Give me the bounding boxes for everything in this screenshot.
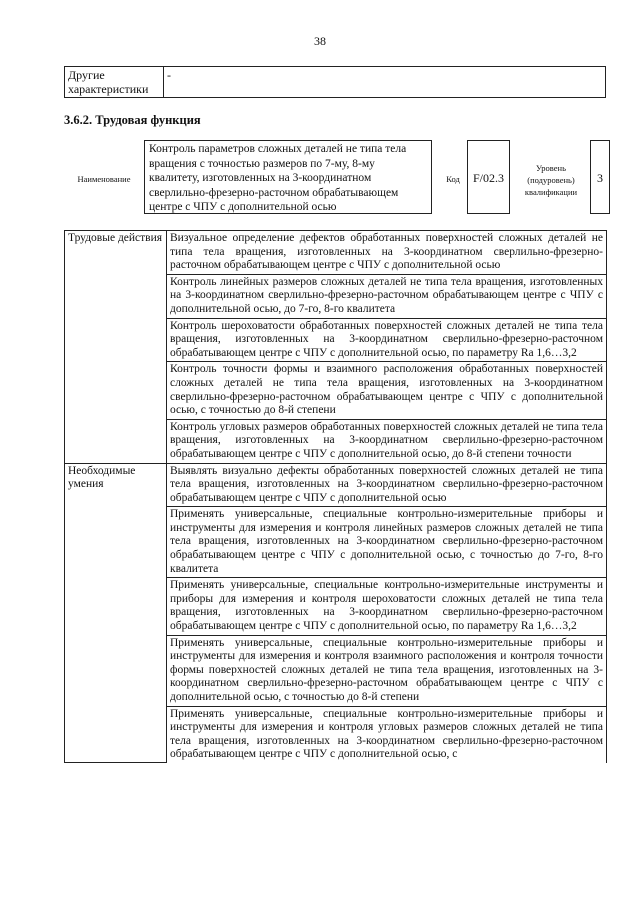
- required-skills-label: Необходимые умения: [65, 463, 167, 763]
- code-label: Код: [446, 174, 460, 184]
- labor-action-item: Контроль точности формы и взаимного расположения обработанных поверхностей сложных деталей не типа тела вращения, изготовленных на 3-координатном сверлильно-фрезерно-расточном обрабатывающем центре с ЧПУ с дополнительной осью, с точностью до 8-й степени: [167, 362, 607, 419]
- section-heading: 3.6.2. Трудовая функция: [64, 113, 201, 127]
- labor-action-item: Контроль линейных размеров сложных деталей не типа тела вращения, изготовленных на 3-координатном сверлильно-фрезерно-расточном обрабатывающем центре с ЧПУ с дополнительной осью, до 7-го, 8-го квалитета: [167, 274, 607, 318]
- name-label: Наименование: [77, 174, 131, 184]
- skill-item: Применять универсальные, специальные контрольно-измерительные приборы и инструменты для измерения и контроля линейных размеров сложных деталей не типа тела вращения, изготовленных на 3-координатном сверлильно-фрезерно-расточном обрабатывающем центре с ЧПУ с дополнительной осью, с точностью до 7-го, 8-го квалитета: [167, 507, 607, 578]
- other-characteristics-table: [64, 66, 606, 98]
- function-details-table: [64, 230, 607, 763]
- function-title: Контроль параметров сложных деталей не типа тела вращения с точностью размеров по 7-му, 8-му квалитету, изготовленных на 3-координатном сверлильно-фрезерно-расточном обрабатывающем центре с ЧПУ с дополнительной осью: [144, 140, 432, 214]
- table-row: [65, 67, 606, 98]
- labor-action-item: Контроль шероховатости обработанных поверхностей сложных деталей не типа тела вращения, изготовленных на 3-координатном сверлильно-фрезерно-расточном обрабатывающем центре с ЧПУ с дополнительной осью, по параметру Ra 1,6…3,2: [167, 318, 607, 362]
- other-characteristics-value: -: [164, 67, 606, 98]
- table-row: [65, 231, 607, 275]
- code-value: F/02.3: [467, 140, 510, 214]
- function-header: [64, 140, 610, 216]
- other-characteristics-label: Другие характеристики: [65, 67, 164, 98]
- skill-item: Выявлять визуально дефекты обработанных поверхностей сложных деталей не типа тела вращения, изготовленных на 3-координатном сверлильно-фрезерно-расточном обрабатывающем центре с ЧПУ с дополнительной осью: [167, 463, 607, 507]
- labor-actions-label: Трудовые действия: [65, 231, 167, 464]
- skill-item: Применять универсальные, специальные контрольно-измерительные приборы и инструменты для измерения и контроля взаимного расположения и контроля точности формы поверхностей сложных деталей не типа тела вращения, изготовленных на 3-координатном сверлильно-фрезерно-расточном обрабатывающем центре с ЧПУ с дополнительной осью, с точностью до 8-й степени: [167, 635, 607, 706]
- table-row: [65, 463, 607, 507]
- level-label: Уровень (подуровень) квалификации: [524, 163, 578, 197]
- page-number: 38: [314, 34, 326, 48]
- level-value: 3: [590, 140, 610, 214]
- labor-action-item: Контроль угловых размеров обработанных поверхностей сложных деталей не типа тела вращения, изготовленных на 3-координатном сверлильно-фрезерно-расточном обрабатывающем центре с ЧПУ с дополнительной осью, до 8-й степени точности: [167, 419, 607, 463]
- skill-item: Применять универсальные, специальные контрольно-измерительные инструменты и приборы для измерения и контроля шероховатости сложных деталей не типа тела вращения, изготовленных на 3-координатном сверлильно-фрезерно-расточном обрабатывающем центре с ЧПУ с дополнительной осью, по параметру Ra 1,6…3,2: [167, 578, 607, 635]
- skill-item: Применять универсальные, специальные контрольно-измерительные приборы и инструменты для измерения и контроля угловых размеров сложных деталей не типа тела вращения, изготовленных на 3-координатном сверлильно-фрезерно-расточном обрабатывающем центре с ЧПУ с дополнительной осью, с: [167, 706, 607, 763]
- labor-action-item: Визуальное определение дефектов обработанных поверхностей сложных деталей не типа тела вращения, изготовленных на 3-координатном сверлильно-фрезерно-расточном обрабатывающем центре с ЧПУ с дополнительной осью: [167, 231, 607, 275]
